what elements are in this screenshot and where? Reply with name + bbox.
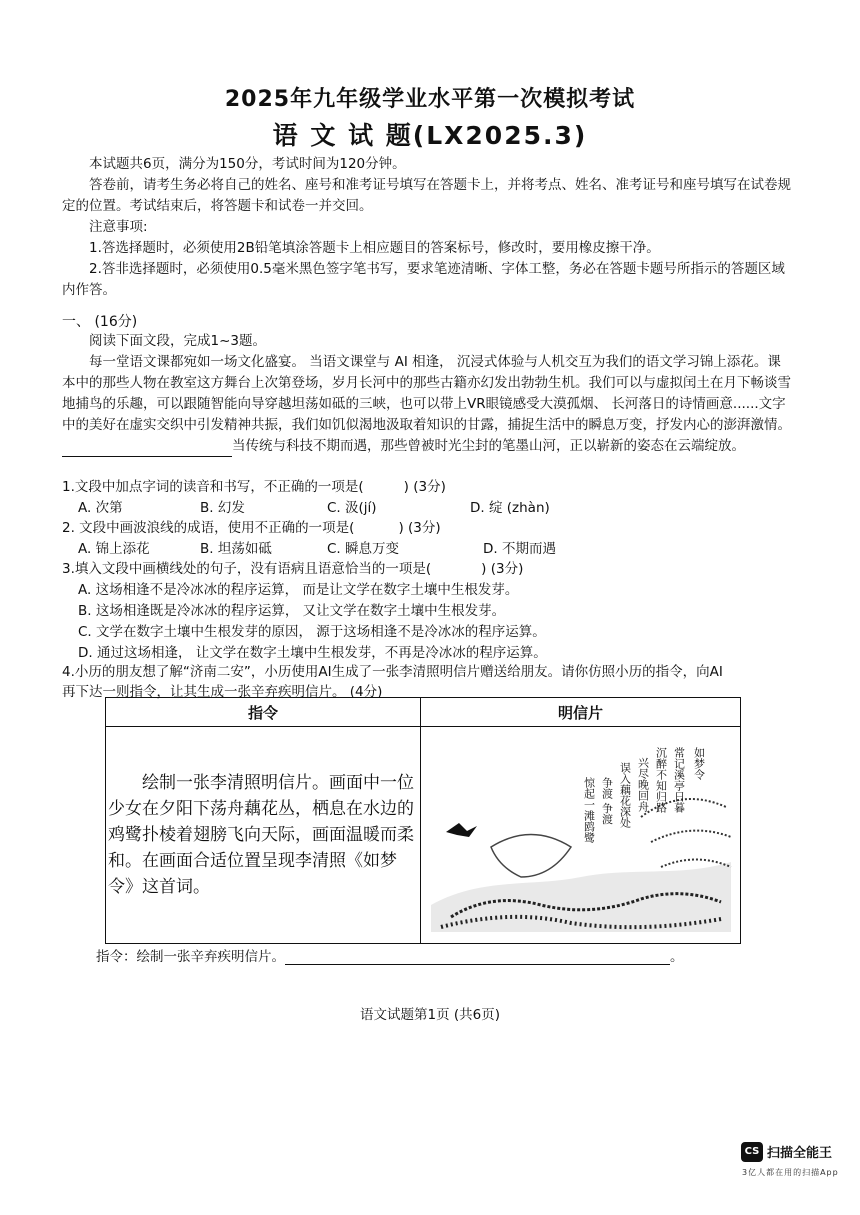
q2-option-d: D. 不期而遇: [483, 541, 556, 557]
q2-option-b: B. 坦荡如砥: [200, 541, 272, 557]
answer-line: 指令：绘制一张辛弃疾明信片。 。: [96, 949, 684, 965]
q3-option-c: C. 文学在数字土壤中生根发芽的原因， 源于这场相逢不是冷冰冰的程序运算。: [78, 624, 546, 640]
q2-option-c: C. 瞬息万变: [327, 541, 400, 557]
q4-stem-b: 再下达一则指令，让其生成一张辛弃疾明信片。 (4分): [62, 684, 383, 700]
notes-title: 注意事项:: [89, 219, 148, 235]
poem-line: 沉醉不知归路: [654, 747, 668, 813]
exam-title: 2025年九年级学业水平第一次模拟考试: [224, 87, 636, 112]
q4-stem-a: 4.小历的朋友想了解“济南二安”，小历使用AI生成了一张李清照明信片赠送给朋友。请你仿照小历的指令，向AI: [62, 664, 723, 680]
passage-part-b: 当传统与科技不期而遇，那些曾被时光尘封的笔墨山河，正以崭新的姿态在云端绽放。: [232, 438, 745, 454]
camscanner-logo-icon: CS: [741, 1142, 763, 1162]
q1-stem: 1.文段中加点字词的读音和书写，不正确的一项是( ) (3分): [62, 479, 446, 495]
poem-line: 如梦令: [692, 747, 706, 780]
note-2: 2.答非选择题时，必须使用0.5毫米黑色签字笔书写，要求笔迹清晰、字体工整，务必在答题卡题号所指示的答题区域内作答。: [62, 261, 785, 298]
exam-subtitle: 语 文 试 题(LX2025.3): [272, 121, 588, 150]
poem-line: 误入藕花深处: [618, 762, 632, 828]
table-header-instruction: 指令: [106, 698, 421, 727]
poem-line: 惊起一滩鸥鹭: [582, 777, 596, 843]
section-intro: 阅读下面文段，完成1~3题。: [89, 333, 266, 349]
instruction-p1: 本试题共6页，满分为150分，考试时间为120分钟。: [89, 156, 406, 172]
poem-line: 常记溪亭日暮: [672, 747, 686, 813]
q1-option-a: A. 次第: [78, 500, 123, 516]
instruction-p2: 答卷前，请考生务必将自己的姓名、座号和准考证号填写在答题卡上，并将考点、姓名、准考证号和座号填写在试卷规定的位置。考试结束后，将答题卡和试卷一并交回。: [62, 177, 791, 214]
q3-option-d: D. 通过这场相逢， 让文学在数字土壤中生根发芽，不再是冷冰冰的程序运算。: [78, 645, 547, 661]
postcard-egret-shape: [446, 823, 477, 837]
postcard-cell: [421, 727, 741, 944]
postcard-table: [105, 697, 741, 944]
table-header-postcard: 明信片: [421, 698, 741, 727]
page-footer: 语文试题第1页 (共6页): [359, 1007, 500, 1023]
instruction-text: 绘制一张李清照明信片。画面中一位少女在夕阳下荡舟藕花丛，栖息在水边的鸡鹭扑棱着翅膀飞向天际，画面温暖而柔和。在画面合适位置呈现李清照《如梦令》这首词。: [108, 773, 414, 897]
poem-line: 争渡 争渡: [600, 777, 614, 825]
q3-stem: 3.填入文段中画横线处的句子，没有语病且语意恰当的一项是( ) (3分): [62, 561, 524, 577]
q3-option-b: B. 这场相逢既是冷冰冰的程序运算， 又让文学在数字土壤中生根发芽。: [78, 603, 506, 619]
note-1: 1.答选择题时，必须使用2B铅笔填涂答题卡上相应题目的答案标号，修改时，要用橡皮擦干净。: [89, 240, 660, 256]
poem-line: 兴尽晚回舟: [636, 757, 650, 812]
section-heading: 一、 (16分): [62, 314, 138, 330]
q2-option-a: A. 锦上添花: [78, 541, 150, 557]
passage-blank: [62, 442, 232, 457]
q3-option-a: A. 这场相逢不是冷冰冰的程序运算， 而是让文学在数字土壤中生根发芽。: [78, 582, 519, 598]
q1-option-d: D. 绽 (zhàn): [470, 500, 550, 516]
postcard-poem-group: [583, 746, 706, 843]
postcard-illustration: [421, 727, 739, 939]
reading-passage: [62, 352, 792, 457]
camscanner-name: 扫描全能王: [767, 1146, 833, 1161]
q1-option-c: C. 汲(jí): [327, 500, 377, 516]
postcard-boat-shape: [491, 835, 571, 878]
q1-option-b: B. 幻发: [200, 500, 245, 516]
q2-stem: 2. 文段中画波浪线的成语，使用不正确的一项是( ) (3分): [62, 520, 441, 536]
passage-part-a: 每一堂语文课都宛如一场文化盛宴。 当语文课堂与 AI 相逢， 沉浸式体验与人机交互为我们的语文学习锦上添花。课本中的那些人物在教室这方舞台上次第登场，岁月长河中的那些古籍亦幻发出勃勃生机。我们可以与虚拟闰土在月下畅谈雪地捕鸟的乐趣，可以跟随智能向导穿越坦荡如砥的三峡，也可以带上VR眼镜感受大漠孤烟、 长河落日的诗情画意......文字中的美好在虚实交织中引发精神共振，我们如饥似渴地汲取着知识的甘露，捕捉生活中的瞬息万变，抒发内心的澎湃激情。: [62, 354, 791, 433]
camscanner-tagline: 3亿人都在用的扫描App: [742, 1168, 839, 1177]
answer-blank[interactable]: [285, 950, 670, 965]
instruction-cell: [106, 727, 421, 944]
